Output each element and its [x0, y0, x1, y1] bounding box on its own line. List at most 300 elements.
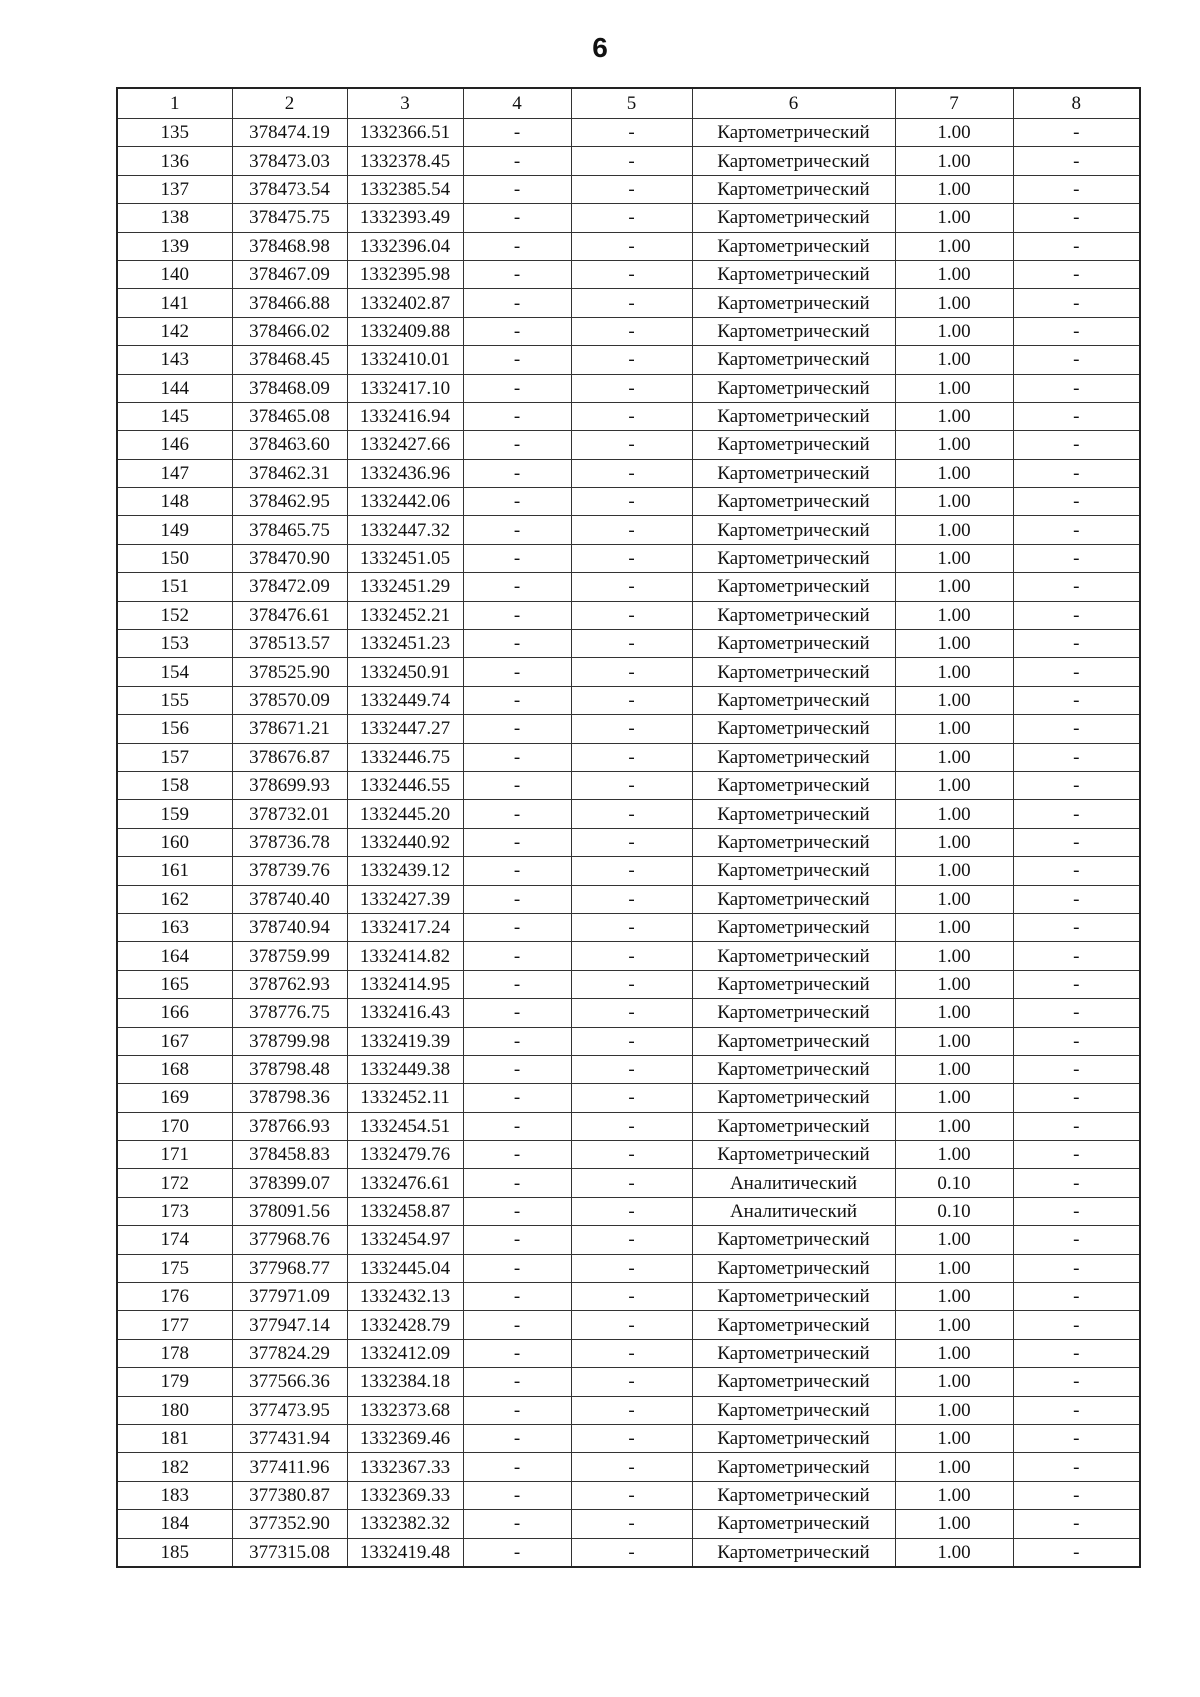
accuracy-cell: 1.00 — [895, 715, 1013, 743]
col-4-value-cell: - — [463, 516, 571, 544]
col-4-value-cell: - — [463, 1396, 571, 1424]
coord-y-cell: 1332417.10 — [347, 374, 463, 402]
coord-y-cell: 1332416.43 — [347, 999, 463, 1027]
accuracy-cell: 1.00 — [895, 658, 1013, 686]
col-5-value-cell: - — [571, 1339, 692, 1367]
table-row — [117, 1424, 1140, 1452]
table-row — [117, 743, 1140, 771]
coord-y-cell: 1332451.29 — [347, 573, 463, 601]
coord-y-cell: 1332393.49 — [347, 204, 463, 232]
coord-x-cell: 377352.90 — [232, 1510, 347, 1538]
table-row — [117, 573, 1140, 601]
coord-y-cell: 1332419.39 — [347, 1027, 463, 1055]
column-header: 4 — [463, 88, 571, 119]
coord-y-cell: 1332384.18 — [347, 1368, 463, 1396]
col-4-value-cell: - — [463, 828, 571, 856]
point-number-cell: 160 — [117, 828, 232, 856]
method-cell: Картометрический — [692, 630, 895, 658]
coord-x-cell: 378513.57 — [232, 630, 347, 658]
coord-y-cell: 1332479.76 — [347, 1141, 463, 1169]
method-cell: Картометрический — [692, 346, 895, 374]
coord-x-cell: 378762.93 — [232, 970, 347, 998]
table-row — [117, 1368, 1140, 1396]
coordinates-table — [116, 87, 1141, 1568]
coord-y-cell: 1332427.39 — [347, 885, 463, 913]
point-number-cell: 143 — [117, 346, 232, 374]
coord-y-cell: 1332428.79 — [347, 1311, 463, 1339]
col-8-value-cell: - — [1013, 800, 1140, 828]
coord-y-cell: 1332412.09 — [347, 1339, 463, 1367]
table-row — [117, 317, 1140, 345]
col-4-value-cell: - — [463, 715, 571, 743]
col-8-value-cell: - — [1013, 1538, 1140, 1567]
col-8-value-cell: - — [1013, 885, 1140, 913]
accuracy-cell: 1.00 — [895, 1339, 1013, 1367]
col-5-value-cell: - — [571, 743, 692, 771]
method-cell: Картометрический — [692, 147, 895, 175]
coord-x-cell: 378463.60 — [232, 431, 347, 459]
coord-y-cell: 1332373.68 — [347, 1396, 463, 1424]
coord-y-cell: 1332440.92 — [347, 828, 463, 856]
accuracy-cell: 0.10 — [895, 1197, 1013, 1225]
col-8-value-cell: - — [1013, 374, 1140, 402]
point-number-cell: 154 — [117, 658, 232, 686]
col-5-value-cell: - — [571, 1141, 692, 1169]
accuracy-cell: 1.00 — [895, 1311, 1013, 1339]
point-number-cell: 146 — [117, 431, 232, 459]
accuracy-cell: 1.00 — [895, 516, 1013, 544]
point-number-cell: 150 — [117, 544, 232, 572]
col-4-value-cell: - — [463, 1510, 571, 1538]
col-8-value-cell: - — [1013, 1254, 1140, 1282]
coord-y-cell: 1332416.94 — [347, 402, 463, 430]
method-cell: Картометрический — [692, 1481, 895, 1509]
coord-y-cell: 1332366.51 — [347, 119, 463, 147]
point-number-cell: 140 — [117, 260, 232, 288]
col-4-value-cell: - — [463, 1197, 571, 1225]
col-5-value-cell: - — [571, 1112, 692, 1140]
col-4-value-cell: - — [463, 175, 571, 203]
col-8-value-cell: - — [1013, 573, 1140, 601]
column-header: 8 — [1013, 88, 1140, 119]
point-number-cell: 185 — [117, 1538, 232, 1567]
col-8-value-cell: - — [1013, 232, 1140, 260]
point-number-cell: 139 — [117, 232, 232, 260]
coord-x-cell: 378091.56 — [232, 1197, 347, 1225]
coord-x-cell: 378776.75 — [232, 999, 347, 1027]
col-4-value-cell: - — [463, 771, 571, 799]
coord-x-cell: 378671.21 — [232, 715, 347, 743]
coord-x-cell: 377968.76 — [232, 1226, 347, 1254]
accuracy-cell: 1.00 — [895, 317, 1013, 345]
col-8-value-cell: - — [1013, 1481, 1140, 1509]
col-8-value-cell: - — [1013, 1396, 1140, 1424]
accuracy-cell: 1.00 — [895, 601, 1013, 629]
accuracy-cell: 1.00 — [895, 885, 1013, 913]
coord-y-cell: 1332452.21 — [347, 601, 463, 629]
method-cell: Картометрический — [692, 1510, 895, 1538]
col-4-value-cell: - — [463, 544, 571, 572]
table-row — [117, 1396, 1140, 1424]
col-4-value-cell: - — [463, 601, 571, 629]
col-5-value-cell: - — [571, 1283, 692, 1311]
coord-y-cell: 1332410.01 — [347, 346, 463, 374]
col-8-value-cell: - — [1013, 516, 1140, 544]
accuracy-cell: 1.00 — [895, 204, 1013, 232]
accuracy-cell: 1.00 — [895, 431, 1013, 459]
coord-y-cell: 1332446.55 — [347, 771, 463, 799]
col-8-value-cell: - — [1013, 942, 1140, 970]
col-4-value-cell: - — [463, 1339, 571, 1367]
col-8-value-cell: - — [1013, 119, 1140, 147]
coord-y-cell: 1332452.11 — [347, 1084, 463, 1112]
accuracy-cell: 1.00 — [895, 1538, 1013, 1567]
coord-x-cell: 378468.98 — [232, 232, 347, 260]
method-cell: Картометрический — [692, 232, 895, 260]
accuracy-cell: 1.00 — [895, 999, 1013, 1027]
col-5-value-cell: - — [571, 1169, 692, 1197]
table-row — [117, 431, 1140, 459]
coord-y-cell: 1332382.32 — [347, 1510, 463, 1538]
point-number-cell: 171 — [117, 1141, 232, 1169]
coord-y-cell: 1332449.38 — [347, 1055, 463, 1083]
coord-y-cell: 1332395.98 — [347, 260, 463, 288]
col-5-value-cell: - — [571, 885, 692, 913]
column-header: 2 — [232, 88, 347, 119]
accuracy-cell: 1.00 — [895, 800, 1013, 828]
col-8-value-cell: - — [1013, 658, 1140, 686]
coord-x-cell: 378570.09 — [232, 686, 347, 714]
point-number-cell: 164 — [117, 942, 232, 970]
coord-y-cell: 1332449.74 — [347, 686, 463, 714]
method-cell: Картометрический — [692, 1538, 895, 1567]
coord-y-cell: 1332436.96 — [347, 459, 463, 487]
col-8-value-cell: - — [1013, 1169, 1140, 1197]
coord-x-cell: 378759.99 — [232, 942, 347, 970]
col-5-value-cell: - — [571, 175, 692, 203]
col-4-value-cell: - — [463, 402, 571, 430]
point-number-cell: 173 — [117, 1197, 232, 1225]
method-cell: Картометрический — [692, 431, 895, 459]
point-number-cell: 167 — [117, 1027, 232, 1055]
col-4-value-cell: - — [463, 630, 571, 658]
point-number-cell: 142 — [117, 317, 232, 345]
col-4-value-cell: - — [463, 1424, 571, 1452]
table-row — [117, 601, 1140, 629]
coord-x-cell: 378699.93 — [232, 771, 347, 799]
point-number-cell: 170 — [117, 1112, 232, 1140]
method-cell: Картометрический — [692, 573, 895, 601]
col-8-value-cell: - — [1013, 431, 1140, 459]
coord-y-cell: 1332369.46 — [347, 1424, 463, 1452]
table-row — [117, 402, 1140, 430]
col-8-value-cell: - — [1013, 1112, 1140, 1140]
point-number-cell: 174 — [117, 1226, 232, 1254]
method-cell: Картометрический — [692, 686, 895, 714]
table-row — [117, 544, 1140, 572]
point-number-cell: 149 — [117, 516, 232, 544]
coord-x-cell: 378740.40 — [232, 885, 347, 913]
coord-x-cell: 378732.01 — [232, 800, 347, 828]
point-number-cell: 179 — [117, 1368, 232, 1396]
col-5-value-cell: - — [571, 800, 692, 828]
col-8-value-cell: - — [1013, 715, 1140, 743]
table-row — [117, 999, 1140, 1027]
coord-x-cell: 378466.88 — [232, 289, 347, 317]
accuracy-cell: 1.00 — [895, 175, 1013, 203]
coord-x-cell: 378458.83 — [232, 1141, 347, 1169]
col-5-value-cell: - — [571, 431, 692, 459]
col-5-value-cell: - — [571, 1368, 692, 1396]
accuracy-cell: 1.00 — [895, 630, 1013, 658]
coord-y-cell: 1332445.04 — [347, 1254, 463, 1282]
col-8-value-cell: - — [1013, 544, 1140, 572]
method-cell: Картометрический — [692, 516, 895, 544]
col-5-value-cell: - — [571, 204, 692, 232]
coord-x-cell: 378466.02 — [232, 317, 347, 345]
col-4-value-cell: - — [463, 1254, 571, 1282]
accuracy-cell: 1.00 — [895, 260, 1013, 288]
col-5-value-cell: - — [571, 1197, 692, 1225]
method-cell: Картометрический — [692, 317, 895, 345]
point-number-cell: 138 — [117, 204, 232, 232]
col-5-value-cell: - — [571, 374, 692, 402]
coord-x-cell: 378766.93 — [232, 1112, 347, 1140]
col-4-value-cell: - — [463, 289, 571, 317]
table-row — [117, 119, 1140, 147]
coord-x-cell: 378676.87 — [232, 743, 347, 771]
coord-x-cell: 378476.61 — [232, 601, 347, 629]
point-number-cell: 183 — [117, 1481, 232, 1509]
col-5-value-cell: - — [571, 771, 692, 799]
table-row — [117, 1197, 1140, 1225]
col-4-value-cell: - — [463, 913, 571, 941]
coord-x-cell: 377315.08 — [232, 1538, 347, 1567]
col-8-value-cell: - — [1013, 317, 1140, 345]
point-number-cell: 184 — [117, 1510, 232, 1538]
accuracy-cell: 1.00 — [895, 573, 1013, 601]
point-number-cell: 172 — [117, 1169, 232, 1197]
method-cell: Аналитический — [692, 1197, 895, 1225]
method-cell: Аналитический — [692, 1169, 895, 1197]
accuracy-cell: 1.00 — [895, 1481, 1013, 1509]
col-8-value-cell: - — [1013, 488, 1140, 516]
col-4-value-cell: - — [463, 1027, 571, 1055]
col-5-value-cell: - — [571, 1481, 692, 1509]
col-5-value-cell: - — [571, 686, 692, 714]
col-8-value-cell: - — [1013, 686, 1140, 714]
accuracy-cell: 1.00 — [895, 459, 1013, 487]
coord-x-cell: 377824.29 — [232, 1339, 347, 1367]
method-cell: Картометрический — [692, 800, 895, 828]
accuracy-cell: 1.00 — [895, 374, 1013, 402]
col-5-value-cell: - — [571, 1055, 692, 1083]
col-4-value-cell: - — [463, 1283, 571, 1311]
col-8-value-cell: - — [1013, 1027, 1140, 1055]
coord-x-cell: 378473.54 — [232, 175, 347, 203]
page-number: 6 — [592, 32, 608, 63]
point-number-cell: 141 — [117, 289, 232, 317]
accuracy-cell: 1.00 — [895, 346, 1013, 374]
table-row — [117, 970, 1140, 998]
method-cell: Картометрический — [692, 374, 895, 402]
coord-x-cell: 378470.90 — [232, 544, 347, 572]
table-row — [117, 260, 1140, 288]
point-number-cell: 168 — [117, 1055, 232, 1083]
coord-y-cell: 1332447.32 — [347, 516, 463, 544]
coord-y-cell: 1332476.61 — [347, 1169, 463, 1197]
accuracy-cell: 1.00 — [895, 1027, 1013, 1055]
coord-x-cell: 377431.94 — [232, 1424, 347, 1452]
table-row — [117, 1112, 1140, 1140]
method-cell: Картометрический — [692, 601, 895, 629]
point-number-cell: 169 — [117, 1084, 232, 1112]
table-row — [117, 1311, 1140, 1339]
col-8-value-cell: - — [1013, 1424, 1140, 1452]
point-number-cell: 136 — [117, 147, 232, 175]
col-8-value-cell: - — [1013, 1055, 1140, 1083]
method-cell: Картометрический — [692, 1368, 895, 1396]
col-5-value-cell: - — [571, 516, 692, 544]
coord-x-cell: 378465.75 — [232, 516, 347, 544]
coord-y-cell: 1332451.23 — [347, 630, 463, 658]
method-cell: Картометрический — [692, 1396, 895, 1424]
accuracy-cell: 1.00 — [895, 1112, 1013, 1140]
accuracy-cell: 1.00 — [895, 1226, 1013, 1254]
coord-x-cell: 378462.95 — [232, 488, 347, 516]
accuracy-cell: 1.00 — [895, 743, 1013, 771]
accuracy-cell: 1.00 — [895, 1084, 1013, 1112]
table-row — [117, 1283, 1140, 1311]
point-number-cell: 148 — [117, 488, 232, 516]
table-row — [117, 289, 1140, 317]
col-5-value-cell: - — [571, 1453, 692, 1481]
coord-x-cell: 378468.45 — [232, 346, 347, 374]
point-number-cell: 180 — [117, 1396, 232, 1424]
col-4-value-cell: - — [463, 204, 571, 232]
col-5-value-cell: - — [571, 1538, 692, 1567]
coord-y-cell: 1332442.06 — [347, 488, 463, 516]
table-row — [117, 1538, 1140, 1567]
coord-x-cell: 378475.75 — [232, 204, 347, 232]
col-5-value-cell: - — [571, 1027, 692, 1055]
table-row — [117, 1510, 1140, 1538]
coord-y-cell: 1332378.45 — [347, 147, 463, 175]
coord-x-cell: 377971.09 — [232, 1283, 347, 1311]
method-cell: Картометрический — [692, 1311, 895, 1339]
col-4-value-cell: - — [463, 1084, 571, 1112]
coord-y-cell: 1332439.12 — [347, 857, 463, 885]
method-cell: Картометрический — [692, 828, 895, 856]
method-cell: Картометрический — [692, 715, 895, 743]
accuracy-cell: 1.00 — [895, 1055, 1013, 1083]
col-4-value-cell: - — [463, 1141, 571, 1169]
table-row — [117, 1453, 1140, 1481]
point-number-cell: 165 — [117, 970, 232, 998]
accuracy-cell: 1.00 — [895, 1424, 1013, 1452]
col-5-value-cell: - — [571, 1311, 692, 1339]
col-4-value-cell: - — [463, 999, 571, 1027]
table-row — [117, 1055, 1140, 1083]
method-cell: Картометрический — [692, 1084, 895, 1112]
col-4-value-cell: - — [463, 970, 571, 998]
accuracy-cell: 1.00 — [895, 686, 1013, 714]
column-header: 7 — [895, 88, 1013, 119]
coord-y-cell: 1332414.95 — [347, 970, 463, 998]
point-number-cell: 166 — [117, 999, 232, 1027]
header-row — [117, 88, 1140, 119]
coord-x-cell: 378472.09 — [232, 573, 347, 601]
coord-x-cell: 377566.36 — [232, 1368, 347, 1396]
coord-x-cell: 378474.19 — [232, 119, 347, 147]
coord-x-cell: 378740.94 — [232, 913, 347, 941]
coord-y-cell: 1332454.97 — [347, 1226, 463, 1254]
col-5-value-cell: - — [571, 942, 692, 970]
coord-x-cell: 377411.96 — [232, 1453, 347, 1481]
point-number-cell: 153 — [117, 630, 232, 658]
coord-y-cell: 1332454.51 — [347, 1112, 463, 1140]
col-4-value-cell: - — [463, 1055, 571, 1083]
col-8-value-cell: - — [1013, 346, 1140, 374]
coord-y-cell: 1332419.48 — [347, 1538, 463, 1567]
col-4-value-cell: - — [463, 800, 571, 828]
accuracy-cell: 1.00 — [895, 147, 1013, 175]
coord-x-cell: 378798.48 — [232, 1055, 347, 1083]
table-row — [117, 913, 1140, 941]
coord-y-cell: 1332402.87 — [347, 289, 463, 317]
method-cell: Картометрический — [692, 658, 895, 686]
col-8-value-cell: - — [1013, 999, 1140, 1027]
method-cell: Картометрический — [692, 970, 895, 998]
method-cell: Картометрический — [692, 885, 895, 913]
method-cell: Картометрический — [692, 1254, 895, 1282]
table-row — [117, 147, 1140, 175]
accuracy-cell: 1.00 — [895, 488, 1013, 516]
col-5-value-cell: - — [571, 857, 692, 885]
coord-x-cell: 378473.03 — [232, 147, 347, 175]
col-5-value-cell: - — [571, 913, 692, 941]
method-cell: Картометрический — [692, 1453, 895, 1481]
col-4-value-cell: - — [463, 488, 571, 516]
col-8-value-cell: - — [1013, 204, 1140, 232]
coord-y-cell: 1332447.27 — [347, 715, 463, 743]
point-number-cell: 144 — [117, 374, 232, 402]
table-row — [117, 857, 1140, 885]
col-4-value-cell: - — [463, 658, 571, 686]
accuracy-cell: 1.00 — [895, 289, 1013, 317]
col-5-value-cell: - — [571, 630, 692, 658]
col-4-value-cell: - — [463, 1453, 571, 1481]
method-cell: Картометрический — [692, 402, 895, 430]
point-number-cell: 145 — [117, 402, 232, 430]
table-row — [117, 175, 1140, 203]
table-row — [117, 516, 1140, 544]
point-number-cell: 151 — [117, 573, 232, 601]
method-cell: Картометрический — [692, 913, 895, 941]
method-cell: Картометрический — [692, 1112, 895, 1140]
method-cell: Картометрический — [692, 1283, 895, 1311]
col-4-value-cell: - — [463, 459, 571, 487]
table-row — [117, 1254, 1140, 1282]
table-row — [117, 1481, 1140, 1509]
point-number-cell: 177 — [117, 1311, 232, 1339]
column-header: 5 — [571, 88, 692, 119]
accuracy-cell: 1.00 — [895, 828, 1013, 856]
coord-y-cell: 1332427.66 — [347, 431, 463, 459]
col-8-value-cell: - — [1013, 1141, 1140, 1169]
col-4-value-cell: - — [463, 743, 571, 771]
point-number-cell: 175 — [117, 1254, 232, 1282]
